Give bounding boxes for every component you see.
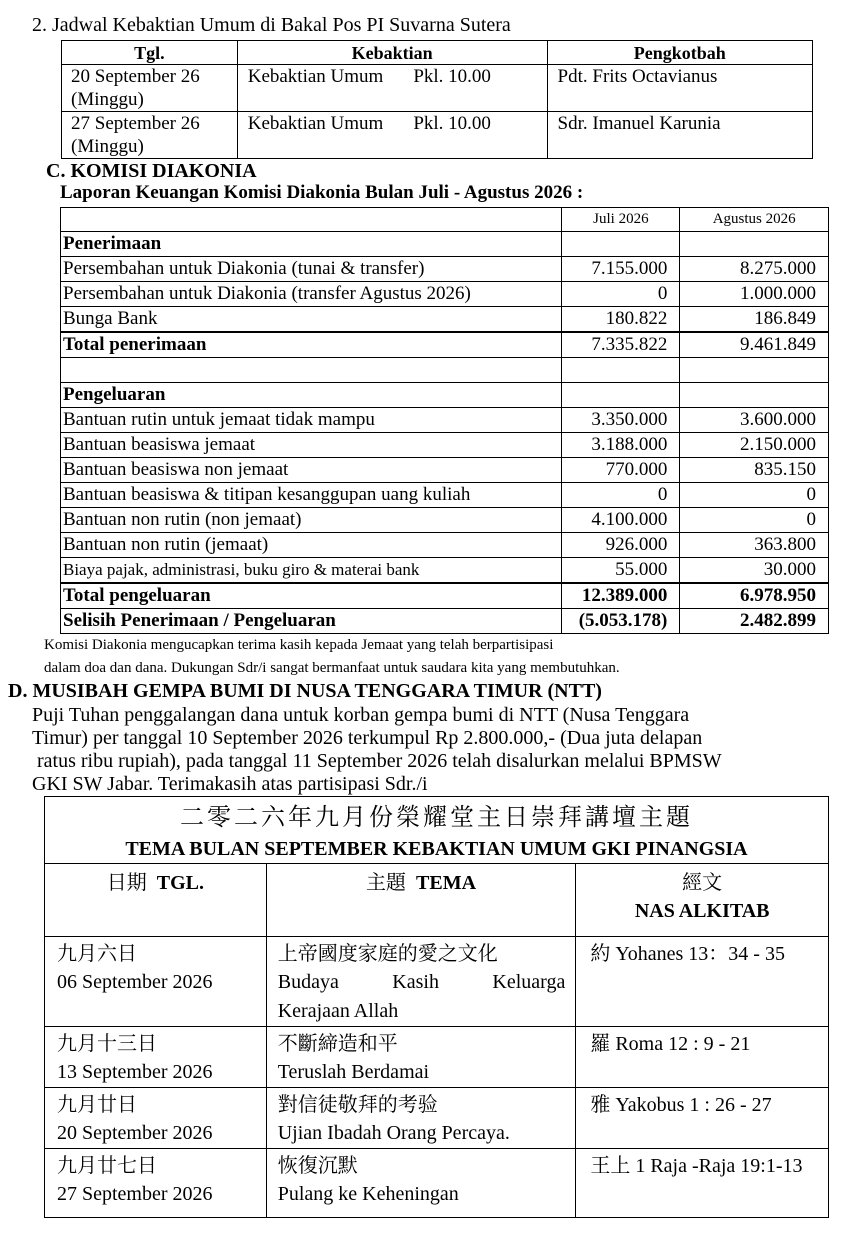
schedule-day: (Minggu)	[71, 89, 144, 110]
diakonia-note-line1: Komisi Diakonia mengucapkan terima kasih kepada Jemaat yang telah berpartisipasi	[44, 637, 554, 653]
row-label: Bunga Bank	[61, 307, 562, 333]
table-row	[61, 433, 829, 458]
table-row	[61, 257, 829, 282]
theme-cell	[266, 1149, 576, 1218]
header-date-latin: TGL.	[156, 872, 204, 894]
schedule-header-preacher: Pengkotbah	[547, 41, 812, 65]
schedule-table	[61, 40, 813, 159]
row-august: 1.000.000	[680, 282, 829, 307]
schedule-header-service: Kebaktian	[237, 41, 547, 65]
diakonia-subtitle: Laporan Keuangan Komisi Diakonia Bulan Juli - Agustus 2026 :	[60, 182, 584, 203]
row-label: Bantuan non rutin (non jemaat)	[61, 508, 562, 533]
expense-total-july: 12.389.000	[562, 583, 680, 609]
row-july: 3.188.000	[562, 433, 680, 458]
table-row	[45, 1149, 829, 1218]
schedule-service: Kebaktian Umum	[247, 113, 384, 134]
theme-date-chinese: 九月十三日	[57, 1031, 157, 1055]
row-july: 7.155.000	[562, 257, 680, 282]
row-label: Bantuan rutin untuk jemaat tidak mampu	[61, 408, 562, 433]
expense-total-august: 6.978.950	[680, 583, 829, 609]
row-july: 4.100.000	[562, 508, 680, 533]
financial-report-table	[60, 207, 829, 634]
expense-total-row	[61, 583, 829, 609]
income-total-label: Total penerimaan	[61, 332, 562, 358]
theme-date-chinese: 九月廿日	[57, 1092, 137, 1116]
income-total-row	[61, 332, 829, 358]
row-august: 0	[680, 483, 829, 508]
row-august: 835.150	[680, 458, 829, 483]
row-august: 8.275.000	[680, 257, 829, 282]
schedule-date-cell	[62, 65, 238, 112]
difference-july: (5.053.178)	[562, 609, 680, 634]
row-august: 0	[680, 508, 829, 533]
expense-total-label: Total pengeluaran	[61, 583, 562, 609]
row-july: 3.350.000	[562, 408, 680, 433]
schedule-day: (Minggu)	[71, 136, 144, 157]
theme-cell	[266, 1027, 576, 1088]
theme-latin: Teruslah Berdamai	[277, 1061, 430, 1083]
verse-reference: Roma 12 : 9 - 21	[610, 1033, 751, 1055]
difference-row	[61, 609, 829, 634]
verse-book-chinese: 約	[590, 941, 611, 965]
verse-book-chinese: 羅	[590, 1031, 611, 1055]
theme-latin: Budaya Kasih Keluarga	[277, 971, 566, 993]
row-label: Bantuan beasiswa & titipan kesanggupan uang kuliah	[61, 483, 562, 508]
spacer-row	[61, 358, 829, 383]
row-label: Persembahan untuk Diakonia (transfer Agustus 2026)	[61, 282, 562, 307]
theme-chinese: 對信徒敬拜的考验	[277, 1092, 438, 1116]
header-text-chinese: 經文	[682, 870, 723, 894]
diakonia-title: C. KOMISI DIAKONIA	[46, 160, 257, 182]
income-total-august: 9.461.849	[680, 332, 829, 358]
expense-section-row	[61, 383, 829, 408]
schedule-preacher: Pdt. Frits Octavianus	[547, 65, 812, 112]
income-total-july: 7.335.822	[562, 332, 680, 358]
row-august: 186.849	[680, 307, 829, 333]
table-row	[61, 558, 829, 584]
verse-reference: 1 Raja -Raja 19:1-13	[630, 1155, 803, 1177]
disaster-text-line: ratus ribu rupiah), pada tanggal 11 September 2026 telah disalurkan melalui BPMSW	[32, 750, 722, 772]
disaster-text-line: Puji Tuhan penggalangan dana untuk korban gempa bumi di NTT (Nusa Tenggara	[32, 704, 690, 726]
row-july: 0	[562, 282, 680, 307]
schedule-date: 27 September 26	[71, 113, 200, 134]
theme-date: 13 September 2026	[57, 1061, 213, 1083]
theme-cell	[266, 937, 576, 1027]
table-row	[61, 307, 829, 333]
header-date-chinese: 日期	[106, 870, 147, 894]
row-august: 2.150.000	[680, 433, 829, 458]
verse-book-chinese: 雅	[590, 1092, 611, 1116]
verse-reference: Yakobus 1 : 26 - 27	[610, 1094, 772, 1116]
theme-cell	[266, 1088, 576, 1149]
schedule-date-cell	[62, 112, 238, 159]
theme-date-cell	[45, 937, 267, 1027]
theme-verse-cell	[576, 1149, 829, 1218]
header-theme-latin: TEMA	[416, 872, 477, 894]
expense-header: Pengeluaran	[61, 383, 562, 408]
table-row	[45, 1088, 829, 1149]
theme-latin-cont: Kerajaan Allah	[277, 1000, 399, 1022]
row-july: 180.822	[562, 307, 680, 333]
schedule-title: 2. Jadwal Kebaktian Umum di Bakal Pos PI Suvarna Sutera	[32, 14, 511, 36]
table-row	[61, 508, 829, 533]
row-label: Bantuan beasiswa jemaat	[61, 433, 562, 458]
difference-label: Selisih Penerimaan / Pengeluaran	[61, 609, 562, 634]
row-july: 0	[562, 483, 680, 508]
theme-header-theme	[266, 864, 576, 937]
row-august: 363.800	[680, 533, 829, 558]
table-row	[61, 458, 829, 483]
table-row	[62, 65, 813, 112]
table-row	[45, 1027, 829, 1088]
report-header-row	[61, 208, 829, 232]
theme-verse-cell	[576, 937, 829, 1027]
theme-title-row	[45, 797, 829, 864]
theme-title-chinese: 二零二六年九月份榮耀堂主日崇拜講壇主題	[180, 803, 693, 831]
row-august: 30.000	[680, 558, 829, 584]
row-label: Bantuan beasiswa non jemaat	[61, 458, 562, 483]
row-label: Bantuan non rutin (jemaat)	[61, 533, 562, 558]
schedule-service: Kebaktian Umum	[247, 66, 384, 87]
report-header-empty	[61, 208, 562, 232]
disaster-text-line: GKI SW Jabar. Terimakasih atas partisipasi Sdr./i	[32, 773, 428, 795]
table-row	[45, 937, 829, 1027]
theme-title-cell	[45, 797, 829, 864]
theme-date-chinese: 九月廿七日	[57, 1153, 157, 1177]
disaster-text-line: Timur) per tanggal 10 September 2026 terkumpul Rp 2.800.000,- (Dua juta delapan	[32, 727, 703, 749]
report-header-august: Agustus 2026	[680, 208, 829, 232]
theme-title-latin: TEMA BULAN SEPTEMBER KEBAKTIAN UMUM GKI PINANGSIA	[125, 838, 748, 860]
row-label: Persembahan untuk Diakonia (tunai & transfer)	[61, 257, 562, 282]
theme-header-row	[45, 864, 829, 937]
schedule-header-date: Tgl.	[62, 41, 238, 65]
income-section-row	[61, 232, 829, 257]
income-header: Penerimaan	[61, 232, 562, 257]
schedule-header-row	[62, 41, 813, 65]
report-header-july: Juli 2026	[562, 208, 680, 232]
theme-date-cell	[45, 1149, 267, 1218]
header-theme-chinese: 主題	[366, 870, 407, 894]
theme-verse-cell	[576, 1027, 829, 1088]
row-july: 770.000	[562, 458, 680, 483]
theme-chinese: 不斷締造和平	[277, 1031, 398, 1055]
theme-date: 06 September 2026	[57, 971, 213, 993]
schedule-service-cell	[237, 65, 547, 112]
theme-date-chinese: 九月六日	[57, 941, 137, 965]
schedule-service-cell	[237, 112, 547, 159]
table-row	[61, 483, 829, 508]
theme-date: 27 September 2026	[57, 1183, 213, 1205]
theme-date-cell	[45, 1027, 267, 1088]
theme-chinese: 上帝國度家庭的愛之文化	[277, 941, 498, 965]
schedule-date: 20 September 26	[71, 66, 200, 87]
disaster-title: D. MUSIBAH GEMPA BUMI DI NUSA TENGGARA TIMUR (NTT)	[8, 680, 602, 702]
header-text-latin: NAS ALKITAB	[634, 900, 770, 922]
row-label: Biaya pajak, administrasi, buku giro & materai bank	[61, 558, 562, 584]
theme-latin: Pulang ke Keheningan	[277, 1183, 459, 1205]
row-august: 3.600.000	[680, 408, 829, 433]
table-row	[61, 282, 829, 307]
table-row	[61, 408, 829, 433]
row-july: 926.000	[562, 533, 680, 558]
difference-august: 2.482.899	[680, 609, 829, 634]
theme-date: 20 September 2026	[57, 1122, 213, 1144]
row-july: 55.000	[562, 558, 680, 584]
schedule-time: Pkl. 10.00	[413, 66, 491, 87]
schedule-time: Pkl. 10.00	[413, 113, 491, 134]
table-row	[61, 533, 829, 558]
theme-latin: Ujian Ibadah Orang Percaya.	[277, 1122, 510, 1144]
theme-date-cell	[45, 1088, 267, 1149]
verse-reference: Yohanes 13：34 - 35	[610, 943, 785, 965]
theme-verse-cell	[576, 1088, 829, 1149]
verse-book-chinese: 王上	[590, 1153, 631, 1177]
diakonia-note-line2: dalam doa dan dana. Dukungan Sdr/i sangat bermanfaat untuk saudara kita yang membutuhkan.	[44, 660, 620, 676]
theme-header-date	[45, 864, 267, 937]
theme-header-text	[576, 864, 829, 937]
theme-chinese: 恢復沉默	[277, 1153, 358, 1177]
sermon-theme-table	[44, 796, 829, 1218]
table-row	[62, 112, 813, 159]
schedule-preacher: Sdr. Imanuel Karunia	[547, 112, 812, 159]
